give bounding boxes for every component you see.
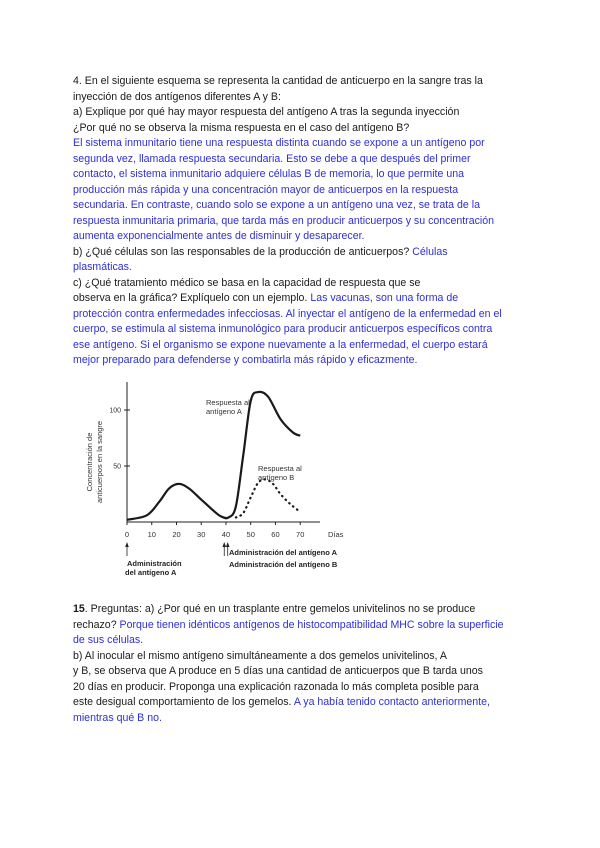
y-axis-label-line-1: Concentración de [85,432,94,492]
q4-c-question-cont: observa en la gráfica? Explíquelo con un ejemplo. [73,292,308,304]
q4-answer-a-line: El sistema inmunitario tiene una respuesta distinta cuando se expone a un antígeno por [73,137,485,149]
series-b-label-line-2: antígeno B [258,473,295,482]
x-tick-label: 10 [147,530,156,539]
q15-line [73,618,533,634]
q4-answer-a-line: contacto, el sistema inmunitario adquiere células B de memoria, lo que permite una [73,168,464,180]
x-tick-label: 40 [221,530,231,539]
x-tick-label: 60 [271,530,280,539]
x-tick-label: 0 [124,530,130,539]
admin-arrow-b-head [226,542,230,547]
q4-c-question: c) ¿Qué tratamiento médico se basa en la capacidad de respuesta que se [73,276,421,289]
q15-b-line [73,695,533,711]
q4-c-answer-line: ese antígeno. Si el organismo se expone nuevamente a la enfermedad, el cuerpo estará [73,338,488,351]
q4-line: 4. En el siguiente esquema se representa la cantidad de anticuerpo en la sangre tras la [73,75,483,87]
question-4 [73,74,533,369]
q15-number: 15 [73,603,85,615]
x-tick-label: 20 [172,530,181,539]
q4-answer-a-line: producción más rápida y una concentración mayor de anticuerpos en la respuesta [73,183,459,196]
admin-arrow-a-second-head [222,542,226,547]
y-axis-label [85,421,104,503]
series-a-label-line-2: antígeno A [206,407,242,416]
admin-b: Administración del antígeno B [229,560,338,569]
x-tick-label: 70 [296,530,305,539]
q15-question-a: . Preguntas: a) ¿Por qué en un trasplante entre gemelos univitelinos no se produce [84,603,476,615]
q4-answer-a-line: segunda vez, llamada respuesta secundaria. Esto se debe a que después del primer [73,152,471,165]
q15-answer-b-cont: mientras qué B no. [73,711,162,724]
x-tick-label: 30 [197,530,206,539]
q4-line: inyección de dos antígenos diferentes A y B: [73,90,281,103]
q15-answer-b: A ya había tenido contacto anteriormente, [293,696,490,708]
y-axis-label-line-2: anticuerpos en la sangre [95,420,104,504]
antibody-response-chart [80,374,370,586]
q4-c-answer-line: mejor preparado para defenderse y combatirla más rápido y eficazmente. [73,354,418,366]
q15-answer-a: Porque tienen idénticos antígenos de histocompatibilidad MHC sobre la superficie [119,618,504,631]
series-a-label-line-1: Respuesta al [206,398,250,407]
q15-b-line: 20 días en producir. Proponga una explicación razonada lo más completa posible para [73,680,479,693]
x-axis-label: Días [328,530,344,539]
q4-answer-a-line: aumenta exponencialmente antes de disminuir y desaparecer. [73,230,365,242]
q4-line: a) Explique por qué hay mayor respuesta del antígeno A tras la segunda inyección [73,106,460,118]
q4-c-answer-line: cuerpo, se estimula al sistema inmunológico para producir anticuerpos específicos contra [73,323,493,335]
q4-c-line [73,291,533,307]
question-15 [73,602,533,726]
q15-answer-a-cont: de sus células. [73,634,144,646]
q15-question-a-cont: rechazo? [73,618,117,631]
q4-b-question: b) ¿Qué células son las responsables de la producción de anticuerpos? [73,245,410,258]
y-tick-label: 100 [109,407,121,415]
q15-b-question-end: este desigual comportamiento de los gemelos. [73,696,292,708]
admin-a-first-line-2: del antígeno A [125,568,177,577]
q4-b-answer: Células [412,245,448,258]
y-tick-label: 50 [113,463,121,471]
q4-answer-a-line: respuesta inmunitaria primaria, que tarda más en producir anticuerpos y su concentración [73,214,495,227]
q4-line: ¿Por qué no se observa la misma respuesta en el caso del antígeno B? [73,121,410,134]
q15-line [73,602,533,618]
series-b-line [236,479,300,517]
x-tick-label: 50 [246,530,255,539]
admin-a-second: Administración del antígeno A [229,548,338,557]
q4-c-answer: Las vacunas, son una forma de [310,292,459,304]
admin-arrow-a-first-head [125,542,129,547]
q4-b-line [73,245,533,261]
q15-b-line: y B, se observa que A produce en 5 días una cantidad de anticuerpos que B tarda unos [73,665,483,677]
q4-answer-a-line: secundaria. En contraste, cuando solo se expone a un antígeno una vez, se trata de la [73,199,480,211]
q15-b-line: b) Al inocular el mismo antígeno simultáneamente a dos gemelos univitelinos, A [73,649,447,662]
q4-c-answer-line: protección contra enfermedades infecciosas. Al inyectar el antígeno de la enfermedad en el [73,307,502,320]
series-b-label-line-1: Respuesta al [258,464,302,473]
admin-a-first-line-1: Administración [127,559,182,568]
q4-b-answer-cont: plasmáticas. [73,261,132,273]
